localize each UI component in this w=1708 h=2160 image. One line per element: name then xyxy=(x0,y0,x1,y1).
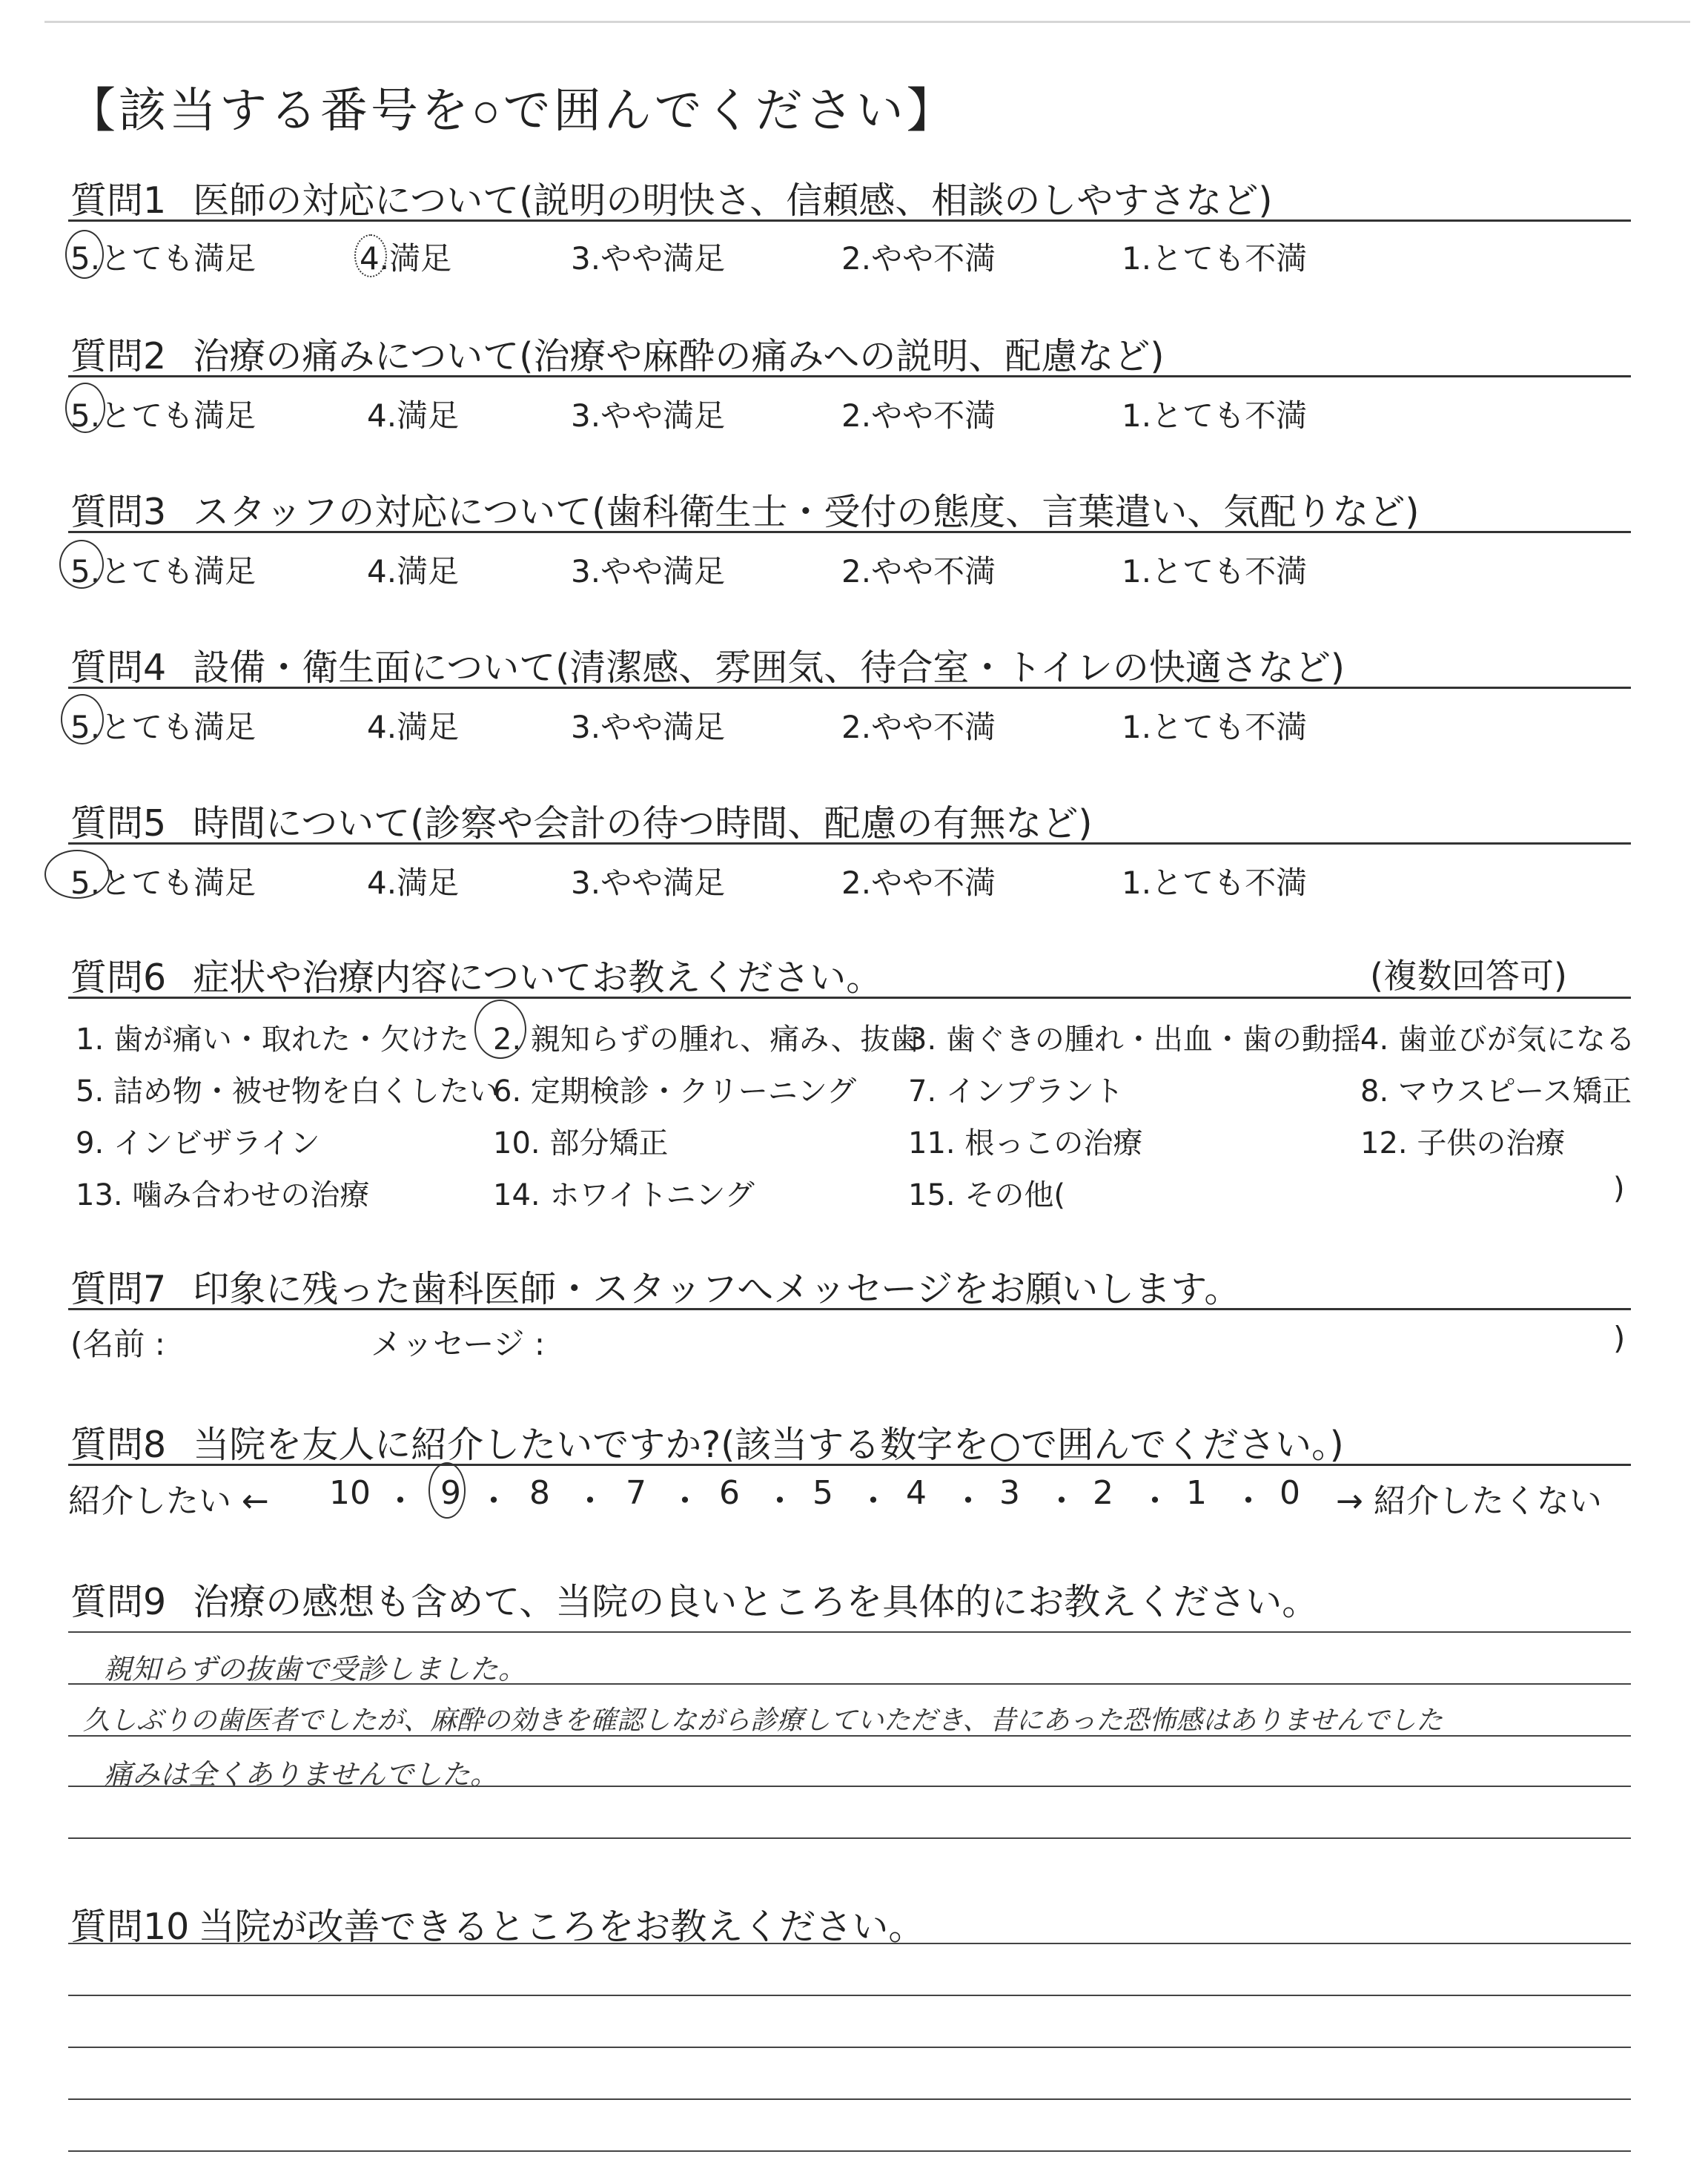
divider xyxy=(68,1464,1631,1466)
scale-dot: ・ xyxy=(952,1482,984,1520)
symptom-option[interactable]: 9. インビザライン xyxy=(76,1126,320,1160)
symptom-option[interactable]: 5. 詰め物・被せ物を白くしたい xyxy=(76,1074,499,1109)
answer-line xyxy=(68,2150,1631,2152)
divider xyxy=(68,531,1631,533)
question-number: 質問8 xyxy=(70,1424,167,1466)
scale-value[interactable]: 4 xyxy=(906,1474,927,1512)
message-close: ) xyxy=(1613,1320,1626,1356)
rating-3[interactable]: 3.やや満足 xyxy=(571,240,726,277)
question-3 xyxy=(70,483,1627,535)
symptom-option[interactable]: 4. 歯並びが気になる xyxy=(1360,1023,1635,1057)
scale-value[interactable]: 0 xyxy=(1280,1474,1300,1512)
rating-1[interactable]: 1.とても不満 xyxy=(1122,553,1308,589)
scale-value[interactable]: 7 xyxy=(626,1474,646,1512)
scale-value[interactable]: 3 xyxy=(999,1474,1020,1512)
rating-5[interactable]: 5.とても満足 xyxy=(70,865,256,901)
question-7 xyxy=(70,1261,1627,1312)
scale-right-label: → 紹介したくない xyxy=(1336,1482,1602,1520)
question-text: 設備・衛生面について(清潔感、雰囲気、待合室・トイレの快適さなど) xyxy=(193,647,1345,689)
symptom-option[interactable]: 12. 子供の治療 xyxy=(1360,1126,1566,1160)
symptom-option[interactable]: 7. インプラント xyxy=(908,1074,1124,1109)
question-number: 質問5 xyxy=(70,802,167,845)
rating-1[interactable]: 1.とても不満 xyxy=(1122,709,1308,745)
answer-line xyxy=(68,1683,1631,1685)
question-text: 医師の対応について(説明の明快さ、信頼感、相談のしやすさなど) xyxy=(193,179,1273,222)
answer-line xyxy=(68,2047,1631,2048)
handwritten-answer: 痛みは全くありませんでした。 xyxy=(104,1758,499,1791)
rating-5[interactable]: 5.とても満足 xyxy=(70,397,256,434)
question-number: 質問6 xyxy=(70,957,167,999)
symptom-option[interactable]: 14. ホワイトニング xyxy=(493,1178,755,1212)
question-number: 質問1 xyxy=(70,179,167,222)
scale-dot: ・ xyxy=(669,1482,701,1520)
rating-options-3 xyxy=(70,547,1627,592)
question-5 xyxy=(70,795,1627,847)
symptom-option[interactable]: 11. 根っこの治療 xyxy=(908,1126,1143,1160)
rating-4[interactable]: 4.満足 xyxy=(367,865,460,901)
answer-line xyxy=(68,2098,1631,2100)
scale-dot: ・ xyxy=(1045,1482,1078,1520)
question-text: 当院を友人に紹介したいですか?(該当する数字を○で囲んでください。) xyxy=(193,1424,1344,1466)
divider xyxy=(68,842,1631,845)
recommend-scale xyxy=(68,1474,1631,1519)
question-8 xyxy=(70,1416,1627,1468)
scale-value[interactable]: 2 xyxy=(1093,1474,1113,1512)
divider xyxy=(68,1308,1631,1310)
question-number: 質問3 xyxy=(70,491,167,533)
rating-3[interactable]: 3.やや満足 xyxy=(571,709,726,745)
symptom-option[interactable]: 10. 部分矯正 xyxy=(493,1126,669,1160)
question-number: 質問10 xyxy=(70,1906,190,1948)
rating-options-1 xyxy=(70,234,1627,279)
symptom-option[interactable]: 8. マウスピース矯正 xyxy=(1360,1074,1632,1109)
rating-2[interactable]: 2.やや不満 xyxy=(841,397,996,434)
scale-dot: ・ xyxy=(1139,1482,1171,1520)
answer-line xyxy=(68,1631,1631,1633)
message-label: メッセージ : xyxy=(371,1326,545,1362)
rating-1[interactable]: 1.とても不満 xyxy=(1122,240,1308,277)
question-4 xyxy=(70,639,1627,691)
rating-1[interactable]: 1.とても不満 xyxy=(1122,397,1308,434)
rating-5[interactable]: 5.とても満足 xyxy=(70,553,256,589)
symptom-option[interactable]: 3. 歯ぐきの腫れ・出血・歯の動揺 xyxy=(908,1023,1361,1057)
symptom-option[interactable]: 6. 定期検診・クリーニング xyxy=(493,1074,857,1109)
divider xyxy=(68,219,1631,222)
divider xyxy=(68,375,1631,377)
rating-1[interactable]: 1.とても不満 xyxy=(1122,865,1308,901)
top-border xyxy=(44,21,1690,23)
answer-line xyxy=(68,1735,1631,1737)
question-number: 質問4 xyxy=(70,647,167,689)
rating-3[interactable]: 3.やや満足 xyxy=(571,865,726,901)
symptom-option[interactable]: 13. 噛み合わせの治療 xyxy=(76,1178,370,1212)
rating-5[interactable]: 5.とても満足 xyxy=(70,709,256,745)
page-title: 【該当する番号を○で囲んでください】 xyxy=(68,84,957,139)
question-text: 当院が改善できるところをお教えください。 xyxy=(198,1906,925,1948)
name-label: (名前 : xyxy=(70,1326,165,1362)
rating-2[interactable]: 2.やや不満 xyxy=(841,553,996,589)
rating-options-4 xyxy=(70,703,1627,747)
rating-2[interactable]: 2.やや不満 xyxy=(841,865,996,901)
answer-line xyxy=(68,1995,1631,1996)
question-number: 質問2 xyxy=(70,335,167,377)
divider xyxy=(68,687,1631,689)
scale-dot: ・ xyxy=(857,1482,890,1520)
answer-line xyxy=(68,1786,1631,1787)
rating-2[interactable]: 2.やや不満 xyxy=(841,240,996,277)
scale-value[interactable]: 6 xyxy=(719,1474,740,1512)
scale-dot: ・ xyxy=(477,1482,510,1520)
question-2 xyxy=(70,328,1627,380)
symptom-option[interactable]: 15. その他( xyxy=(908,1178,1065,1212)
symptom-option[interactable]: 1. 歯が痛い・取れた・欠けた xyxy=(76,1023,469,1057)
rating-4[interactable]: 4.満足 xyxy=(367,553,460,589)
question-text: スタッフの対応について(歯科衛生士・受付の態度、言葉遣い、気配りなど) xyxy=(193,491,1420,533)
rating-options-2 xyxy=(70,392,1627,436)
rating-5[interactable]: 5.とても満足 xyxy=(70,240,256,277)
rating-4[interactable]: 4.満足 xyxy=(367,709,460,745)
scale-value[interactable]: 8 xyxy=(529,1474,550,1512)
question-9 xyxy=(70,1573,1627,1625)
question-text: 時間について(診察や会計の待つ時間、配慮の有無など) xyxy=(193,802,1093,845)
scale-dot: ・ xyxy=(574,1482,606,1520)
question-number: 質問9 xyxy=(70,1581,167,1623)
scale-value[interactable]: 5 xyxy=(812,1474,833,1512)
answer-line xyxy=(68,1943,1631,1944)
divider xyxy=(68,997,1631,999)
handwritten-answer: 久しぶりの歯医者でしたが、麻酔の効きを確認しながら診療していただき、昔にあった恐怖感はありませんでした xyxy=(83,1705,1443,1736)
question-text: 印象に残った歯科医師・スタッフへメッセージをお願いします。 xyxy=(193,1268,1241,1310)
answer-line xyxy=(68,1837,1631,1839)
question-number: 質問7 xyxy=(70,1268,167,1310)
symptom-other-close: ) xyxy=(1613,1172,1625,1206)
handwritten-answer: 親知らずの抜歯で受診しました。 xyxy=(104,1653,527,1685)
symptom-option[interactable]: 2. 親知らずの腫れ、痛み、抜歯 xyxy=(493,1023,920,1057)
question-1 xyxy=(70,172,1627,224)
scale-value[interactable]: 9 xyxy=(440,1474,461,1512)
scale-value[interactable]: 10 xyxy=(329,1474,371,1512)
rating-4[interactable]: 4.満足 xyxy=(360,240,452,277)
scale-dot: ・ xyxy=(1232,1482,1265,1520)
rating-2[interactable]: 2.やや不満 xyxy=(841,709,996,745)
rating-3[interactable]: 3.やや満足 xyxy=(571,397,726,434)
scale-dot: ・ xyxy=(384,1482,417,1520)
rating-3[interactable]: 3.やや満足 xyxy=(571,553,726,589)
rating-4[interactable]: 4.満足 xyxy=(367,397,460,434)
multiple-answer-note: (複数回答可) xyxy=(1370,956,1567,996)
rating-options-5 xyxy=(70,859,1627,903)
scale-value[interactable]: 1 xyxy=(1186,1474,1207,1512)
question-text: 治療の痛みについて(治療や麻酔の痛みへの説明、配慮など) xyxy=(193,335,1165,377)
scale-left-label: 紹介したい ← xyxy=(68,1482,269,1520)
scale-dot: ・ xyxy=(764,1482,796,1520)
question-text: 症状や治療内容についてお教えください。 xyxy=(193,957,883,999)
question-text: 治療の感想も含めて、当院の良いところを具体的にお教えください。 xyxy=(193,1581,1319,1623)
